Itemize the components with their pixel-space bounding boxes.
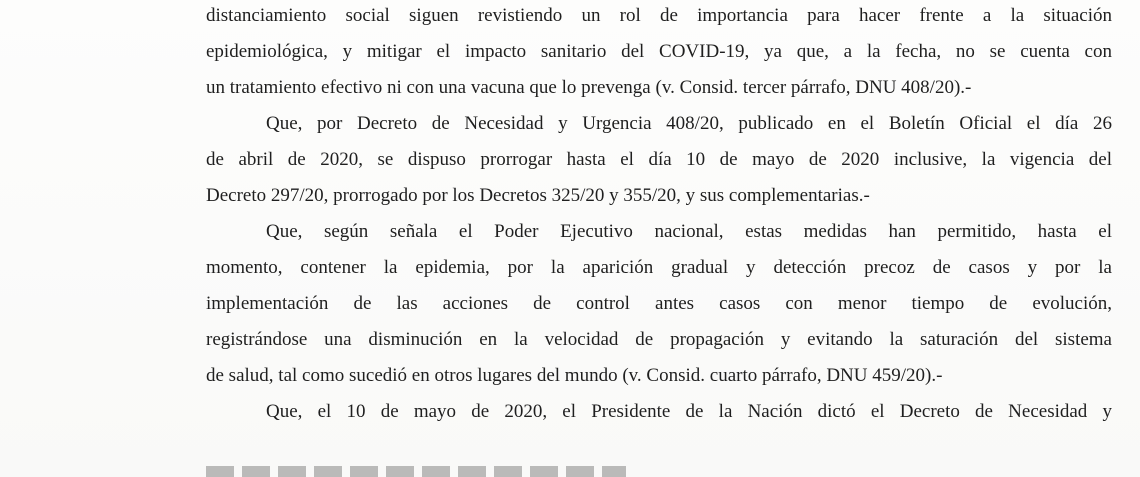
- paragraph-line: implementación de las acciones de control antes casos con menor tiempo de evolución,: [206, 293, 1112, 314]
- paragraph-line: momento, contener la epidemia, por la aparición gradual y detección precoz de casos y por la: [206, 257, 1112, 278]
- paragraph-line: un tratamiento efectivo ni con una vacuna que lo prevenga (v. Consid. tercer párrafo, DNU 408/20).-: [206, 77, 972, 98]
- paragraph-line: de abril de 2020, se dispuso prorrogar hasta el día 10 de mayo de 2020 inclusive, la vigencia del: [206, 149, 1112, 170]
- paragraph-line: Que, el 10 de mayo de 2020, el Presidente de la Nación dictó el Decreto de Necesidad y: [266, 401, 1112, 422]
- paragraph-line: registrándose una disminución en la velocidad de propagación y evitando la saturación del sistema: [206, 329, 1112, 350]
- paragraph-line: Decreto 297/20, prorrogado por los Decretos 325/20 y 355/20, y sus complementarias.-: [206, 185, 870, 206]
- paragraph-line: de salud, tal como sucedió en otros lugares del mundo (v. Consid. cuarto párrafo, DNU 459/20).-: [206, 365, 943, 386]
- paragraph-line: epidemiológica, y mitigar el impacto sanitario del COVID-19, ya que, a la fecha, no se cuenta con: [206, 41, 1112, 62]
- document-body: [206, 0, 1112, 430]
- paragraph-line: Que, según señala el Poder Ejecutivo nacional, estas medidas han permitido, hasta el: [266, 221, 1112, 242]
- paragraph-line: distanciamiento social siguen revistiendo un rol de importancia para hacer frente a la situación: [206, 5, 1112, 26]
- cropped-text-fragment: [206, 466, 626, 477]
- paragraph-line: Que, por Decreto de Necesidad y Urgencia 408/20, publicado en el Boletín Oficial el día 26: [266, 113, 1112, 134]
